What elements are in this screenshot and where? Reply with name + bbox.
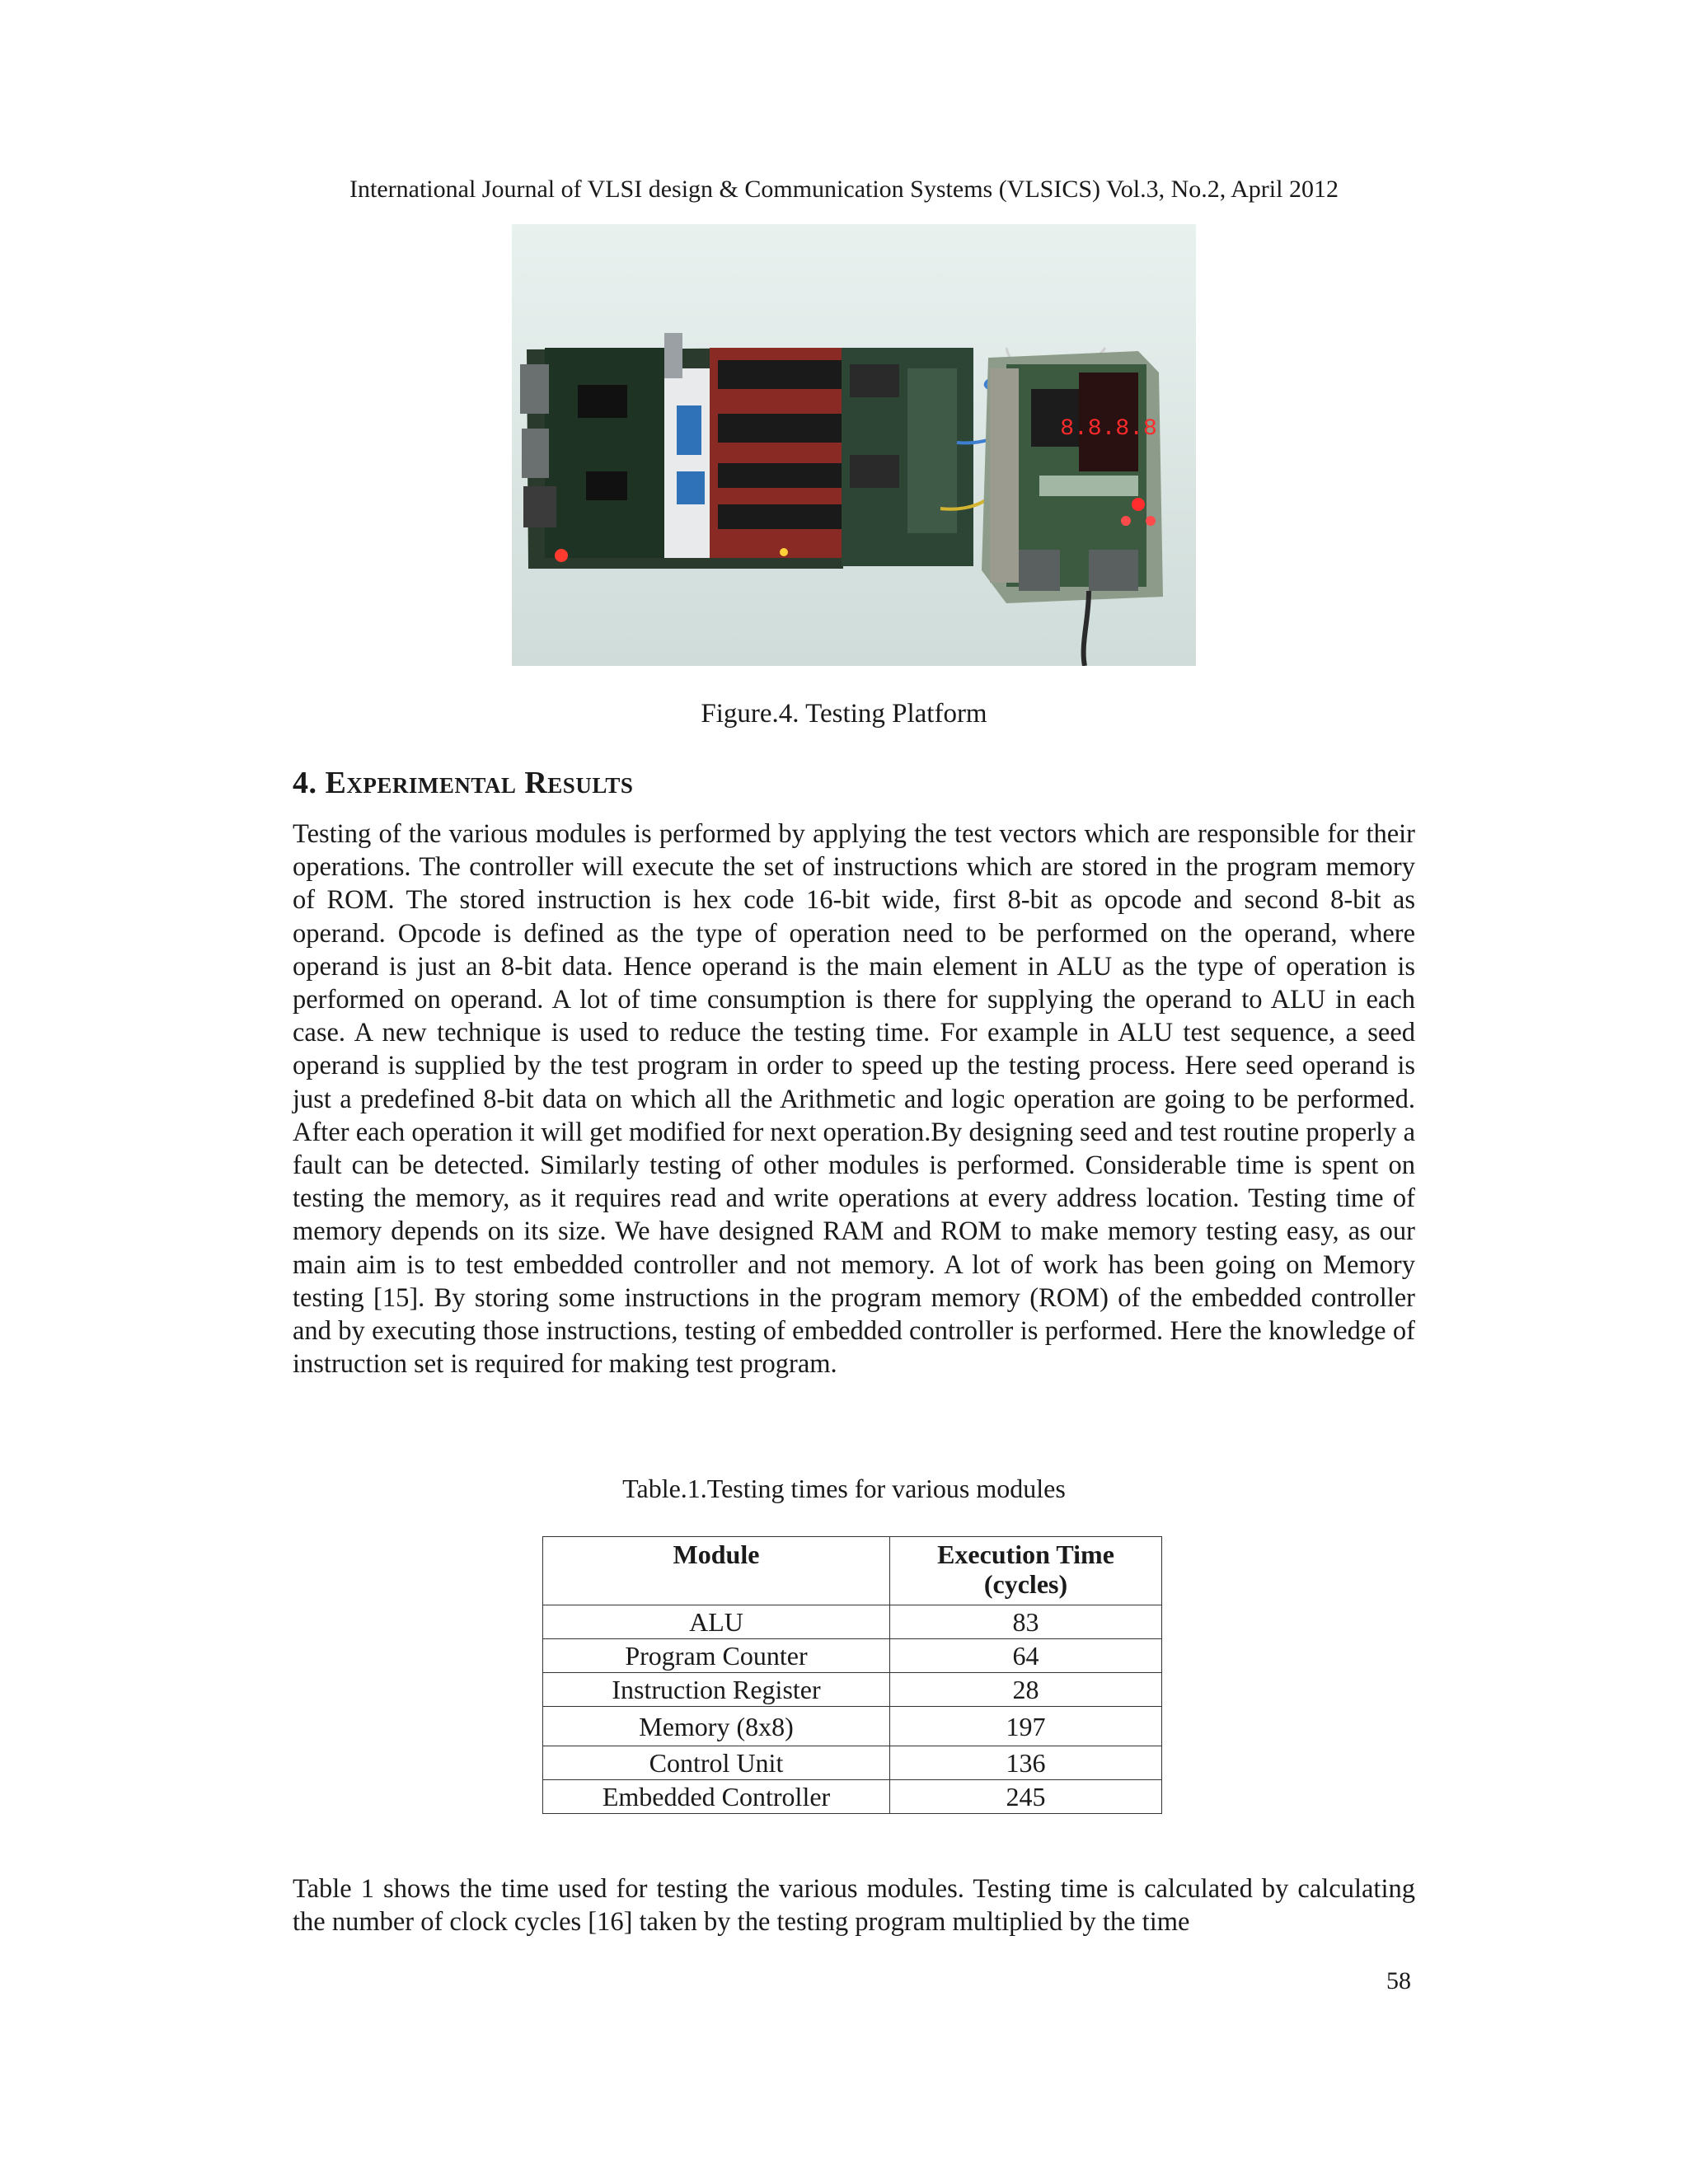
table-caption: Table.1.Testing times for various modules xyxy=(622,1474,1066,1503)
module-cell: Instruction Register xyxy=(543,1673,890,1707)
table-row xyxy=(543,1673,1162,1707)
body-paragraph: Testing of the various modules is performed by applying the test vectors which are responsible for their operations. The controller will execute the set of instructions which are stored in the program memory of ROM. The stored instruction is hex code 16-bit wide, first 8-bit as opcode and second 8-bit as operand. Opcode is defined as the type of operation need to be performed on the operand, where operand is just an 8-bit data. Hence operand is the main element in ALU as the type of operation is performed on operand. A lot of time consumption is there for supplying the operand to ALU in each case. A new technique is used to reduce the testing time. For example in ALU test sequence, a seed operand is supplied by the test program in order to speed up the testing process. Here seed operand is just a predefined 8-bit data on which all the Arithmetic and logic operation are going to be performed. After each operation it will get modified for next operation.By designing seed and test routine properly a fault can be detected. Similarly testing of other modules is performed. Considerable time is spent on testing the memory, as it requires read and write operations at every address location. Testing time of memory depends on its size. We have designed RAM and ROM to make memory testing easy, as our main aim is to test embedded controller and not memory. A lot of work has been going on Memory testing [15]. By storing some instructions in the program memory (ROM) of the embedded controller and by executing those instructions, testing of embedded controller is performed. Here the knowledge of instruction set is required for making test program. xyxy=(293,819,1415,1380)
module-cell: Embedded Controller xyxy=(543,1780,890,1814)
page-number: 58 xyxy=(1386,1967,1411,1994)
cycles-cell: 245 xyxy=(890,1780,1162,1814)
column-header-execution-time: Execution Time (cycles) xyxy=(890,1537,1162,1605)
module-cell: ALU xyxy=(543,1605,890,1639)
seven-segment-display: 8.8.8.8 xyxy=(1060,416,1157,442)
column-header-module: Module xyxy=(543,1537,890,1605)
table-row xyxy=(543,1707,1162,1746)
cycles-cell: 28 xyxy=(890,1673,1162,1707)
cycles-cell: 197 xyxy=(890,1707,1162,1746)
module-cell: Control Unit xyxy=(543,1746,890,1780)
body-paragraph: Table 1 shows the time used for testing the various modules. Testing time is calculated by calculating the number of clock cycles [16] taken by the testing program multiplied by the time xyxy=(293,1874,1415,1938)
cycles-cell: 136 xyxy=(890,1746,1162,1780)
table-row xyxy=(543,1780,1162,1814)
results-table xyxy=(542,1536,1162,1814)
cycles-cell: 64 xyxy=(890,1639,1162,1673)
journal-header: International Journal of VLSI design & Communication Systems (VLSICS) Vol.3, No.2, April 2012 xyxy=(349,176,1339,203)
figure-caption: Figure.4. Testing Platform xyxy=(701,699,987,729)
table-row xyxy=(543,1605,1162,1639)
table-row xyxy=(543,1746,1162,1780)
testing-platform-photo xyxy=(512,224,1196,666)
cycles-cell: 83 xyxy=(890,1605,1162,1639)
module-cell: Memory (8x8) xyxy=(543,1707,890,1746)
table-row xyxy=(543,1639,1162,1673)
module-cell: Program Counter xyxy=(543,1639,890,1673)
section-heading: 4. Experimental Results xyxy=(293,766,634,800)
table-header-row xyxy=(543,1537,1162,1605)
